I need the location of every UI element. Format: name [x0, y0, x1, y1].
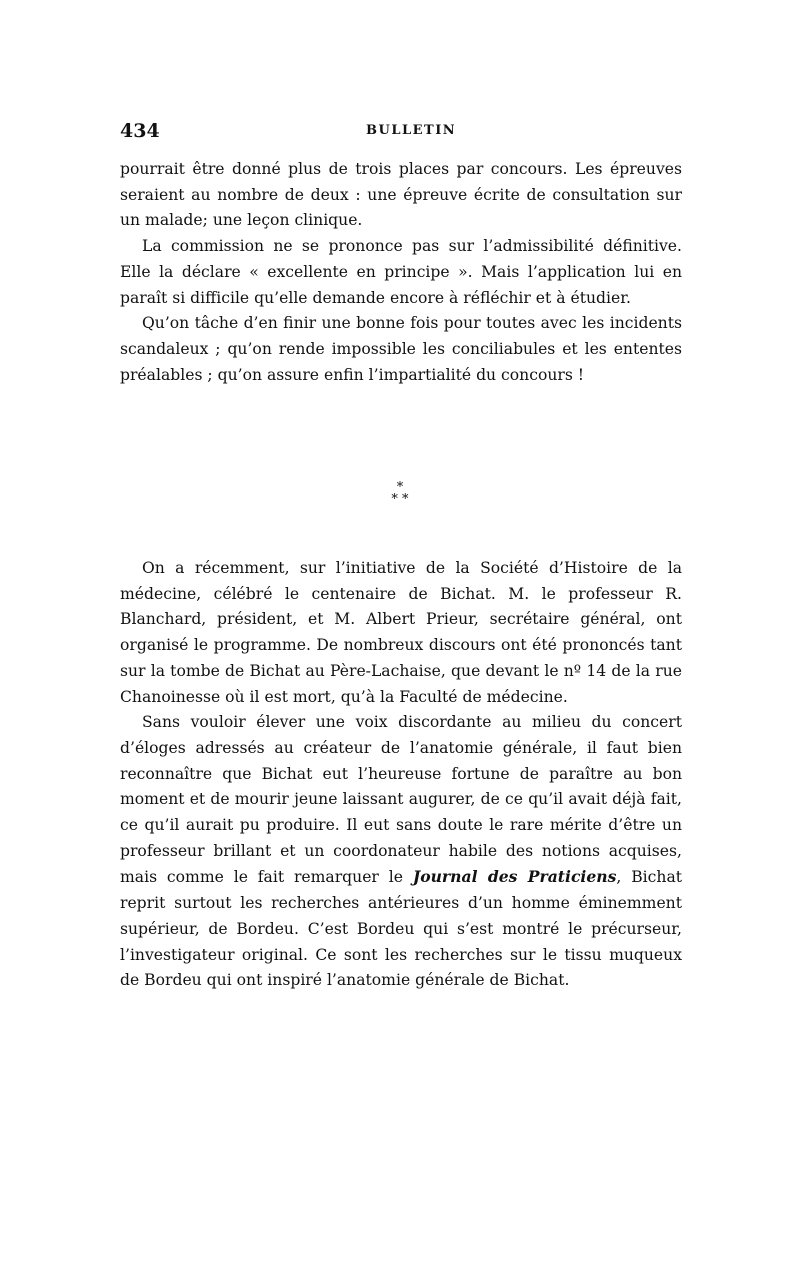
- asterism-bottom: * *: [391, 492, 409, 507]
- running-head: [120, 120, 682, 146]
- paragraph-continued: pourrait être donné plus de trois places par concours. Les épreuves seraient au nombre de deux : une épreuve écrite de consultation sur un malade; une leçon clinique.: [120, 160, 682, 230]
- running-title: BULLETIN: [366, 123, 457, 138]
- paragraph-commission: La commission ne se prononce pas sur l’admissibilité définitive. Elle la déclare « excellente en principe ». Mais l’application lui en paraît si difficile qu’elle demande encore à réfléchir et à étudier.: [120, 237, 682, 307]
- asterism-top: *: [396, 480, 404, 495]
- paragraph-bichat-centenary: On a récemment, sur l’initiative de la Société d’Histoire de la médecine, célébré le centenaire de Bichat. M. le professeur R. Blanchard, président, et M. Albert Prieur, secrétaire général, ont organisé le programme. De nombreux discours ont été prononcés tant sur la tombe de Bichat au Père-Lachaise, que devant le nº 14 de la rue Chanoinesse où il est mort, qu’à la Faculté de médecine.: [120, 559, 682, 706]
- paragraph-bordeu: [120, 710, 682, 994]
- text-block-bottom: [120, 556, 682, 994]
- paragraph-incidents: Qu’on tâche d’en finir une bonne fois pour toutes avec les incidents scandaleux ; qu’on rende impossible les conciliabules et les ententes préalables ; qu’on assure enfin l’impartialité du concours !: [120, 314, 682, 384]
- paragraph-bordeu-end: , Bichat reprit surtout les recherches antérieures d’un homme éminemment supérieur, de Bordeu. C’est Bordeu qui s’est montré le précurseur, l’investigateur original. Ce sont les recherches sur le tissu muqueux de Bordeu qui ont inspiré l’anatomie générale de Bichat.: [120, 868, 683, 990]
- page-number: 434: [120, 120, 160, 142]
- paragraph-bordeu-start: Sans vouloir élever une voix discordante au milieu du concert d’éloges adressés au créateur de l’anatomie générale, il faut bien reconnaître que Bichat eut l’heureuse fortune de paraître au bon moment et de mourir jeune laissant augurer, de ce qu’il avait déjà fait, ce qu’il aurait pu produire. Il eut sans doute le rare mérite d’être un professeur brillant et un coordonateur habile des notions acquises, mais comme le fait remarquer le: [120, 713, 682, 887]
- journal-title: Journal des Praticiens: [412, 867, 617, 887]
- asterism-separator: [380, 482, 420, 512]
- text-block-top: [120, 157, 682, 388]
